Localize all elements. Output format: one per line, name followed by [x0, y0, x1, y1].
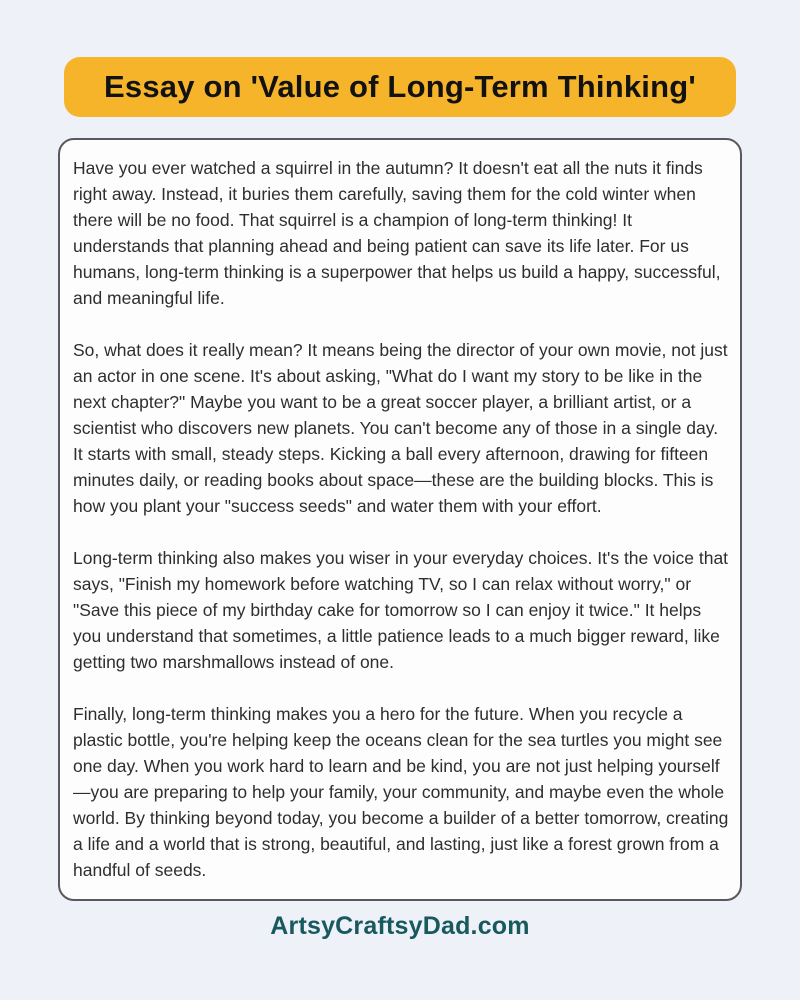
title-banner [64, 57, 736, 117]
essay-paragraph-2: So, what does it really mean? It means being the director of your own movie, not just an actor in one scene. It's about asking, "What do I want my story to be like in the next chapter?" Maybe you want to be a great soccer player, a brilliant artist, or a scientist who discovers new planets. You can't become any of those in a single day. It starts with small, steady steps. Kicking a ball every afternoon, drawing for fifteen minutes daily, or reading books about space—these are the building blocks. This is how you plant your "success seeds" and water them with your effort. [73, 340, 728, 516]
site-name: ArtsyCraftsyDad.com [270, 912, 530, 940]
site-footer [270, 912, 529, 941]
page-title: Essay on 'Value of Long-Term Thinking' [104, 69, 696, 104]
essay-paragraph-1: Have you ever watched a squirrel in the autumn? It doesn't eat all the nuts it finds right away. Instead, it buries them carefully, saving them for the cold winter when there will be no food. That squirrel is a champion of long-term thinking! It understands that planning ahead and being patient can save its life later. For us humans, long-term thinking is a superpower that helps us build a happy, successful, and meaningful life. [73, 158, 721, 308]
essay-paragraph-3: Long-term thinking also makes you wiser in your everyday choices. It's the voice that says, "Finish my homework before watching TV, so I can relax without worry," or "Save this piece of my birthday cake for tomorrow so I can enjoy it twice." It helps you understand that sometimes, a little patience leads to a much bigger reward, like getting two marshmallows instead of one. [73, 548, 729, 672]
essay-box [58, 138, 742, 901]
essay-paragraph-4: Finally, long-term thinking makes you a hero for the future. When you recycle a plastic bottle, you're helping keep the oceans clean for the sea turtles you might see one day. When you work hard to learn and be kind, you are not just helping yourself—you are preparing to help your family, your community, and maybe even the whole world. By thinking beyond today, you become a builder of a better tomorrow, creating a life and a world that is strong, beautiful, and lasting, just like a forest grown from a handful of seeds. [73, 704, 729, 880]
